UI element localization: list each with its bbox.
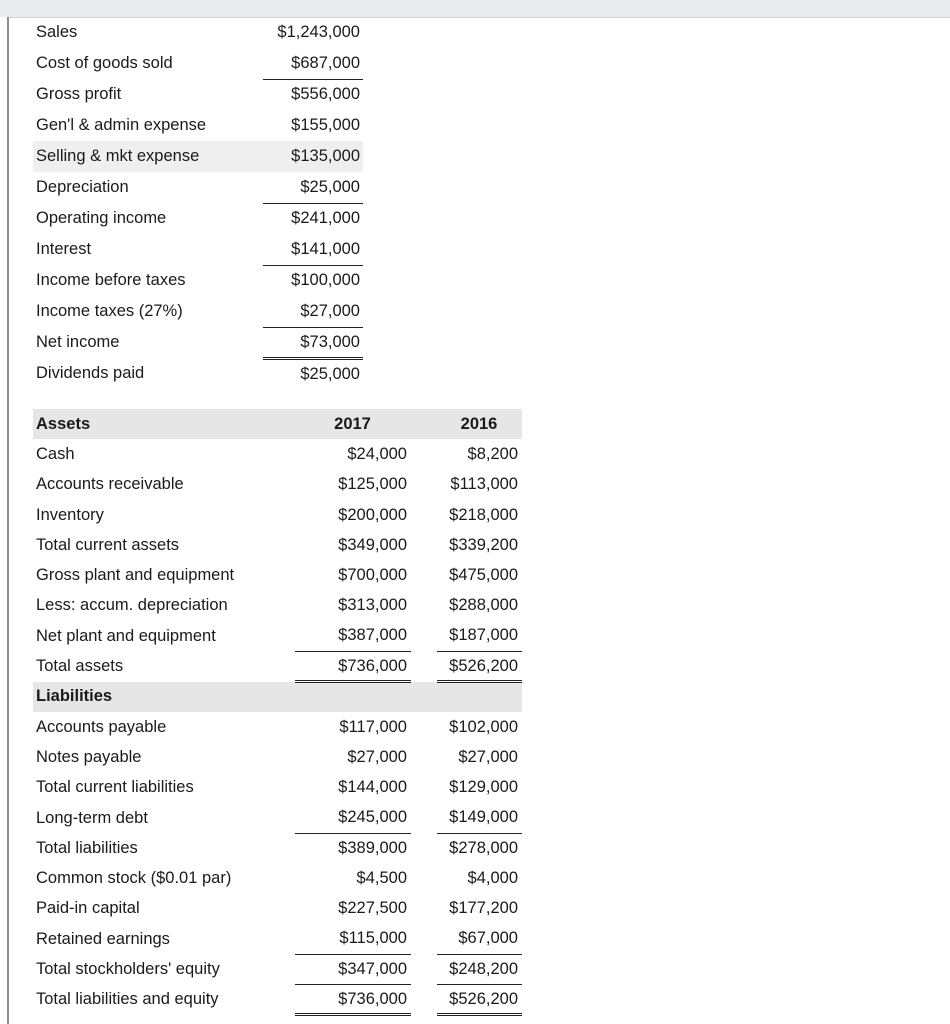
row-label: Accounts receivable (36, 475, 184, 494)
column-gap (411, 439, 437, 469)
table-header-row (33, 682, 522, 712)
column-gap (411, 803, 437, 833)
row-label: Total liabilities and equity (36, 990, 219, 1009)
row-label: Total liabilities (36, 838, 138, 857)
table-row (33, 500, 522, 530)
income-statement-table (33, 17, 363, 389)
column-gap (411, 409, 437, 439)
table-row (33, 651, 522, 681)
header-blank (411, 682, 437, 712)
row-label: Gross plant and equipment (36, 566, 235, 585)
row-value: $25,000 (263, 172, 363, 203)
value-2016: $113,000 (450, 475, 518, 494)
value-2017: $227,500 (338, 899, 407, 918)
table-row (33, 48, 363, 79)
balance-sheet-table (33, 409, 522, 1016)
row-label: Common stock ($0.01 par) (36, 869, 232, 888)
row-label: Cash (36, 444, 75, 463)
value-2017: $200,000 (338, 505, 407, 524)
liabilities-heading: Liabilities (33, 682, 295, 712)
value-2016: $288,000 (449, 596, 518, 615)
row-value: $556,000 (291, 85, 360, 104)
row-label: Accounts payable (36, 717, 167, 736)
value-2016: $248,200 (437, 954, 522, 984)
column-gap (411, 773, 437, 803)
table-row (33, 894, 522, 924)
column-gap (411, 954, 437, 984)
value-2016: $177,200 (449, 899, 518, 918)
table-row (33, 742, 522, 772)
table-row (33, 470, 522, 500)
column-gap (411, 621, 437, 651)
header-blank (295, 682, 411, 712)
value-2016: $187,000 (437, 621, 522, 651)
row-label: Interest (36, 240, 92, 258)
table-row (33, 924, 522, 954)
row-label: Depreciation (36, 178, 129, 196)
value-2017: $349,000 (338, 535, 407, 554)
row-label: Selling & mkt expense (33, 141, 263, 172)
table-row (33, 141, 363, 172)
row-label: Less: accum. depreciation (36, 596, 228, 615)
table-header-row (33, 409, 522, 439)
value-2017: $245,000 (295, 803, 411, 833)
row-value: $100,000 (291, 271, 360, 290)
table-row (33, 17, 363, 48)
table-row (33, 591, 522, 621)
table-row (33, 234, 363, 265)
column-gap (411, 712, 437, 742)
table-row (33, 803, 522, 833)
table-row (33, 773, 522, 803)
value-2016: $278,000 (449, 839, 518, 858)
assets-heading: Assets (33, 409, 295, 439)
value-2016: $27,000 (458, 747, 518, 766)
value-2016: $149,000 (437, 803, 522, 833)
row-label: Inventory (36, 505, 104, 524)
value-2016: $4,000 (467, 869, 518, 888)
value-2017: $313,000 (338, 596, 407, 615)
row-label: Notes payable (36, 747, 142, 766)
row-label: Paid-in capital (36, 899, 140, 918)
row-value: $687,000 (263, 48, 363, 79)
top-toolbar-band (0, 0, 950, 18)
column-gap (411, 530, 437, 560)
column-gap (411, 742, 437, 772)
column-gap (411, 591, 437, 621)
value-2017: $736,000 (295, 985, 411, 1015)
column-gap (411, 560, 437, 590)
row-label: Cost of goods sold (36, 54, 173, 72)
value-2016: $8,200 (467, 444, 518, 463)
value-2017: $347,000 (295, 954, 411, 984)
row-label: Net plant and equipment (36, 626, 216, 645)
value-2016: $526,200 (437, 985, 522, 1015)
table-row (33, 358, 363, 389)
row-label: Retained earnings (36, 929, 170, 948)
value-2016: $67,000 (437, 924, 522, 954)
row-label: Total assets (36, 657, 124, 676)
value-2017: $4,500 (356, 869, 407, 888)
row-value: $241,000 (291, 209, 360, 228)
row-label: Total current assets (36, 535, 180, 554)
row-label: Dividends paid (36, 364, 145, 382)
column-gap (411, 833, 437, 863)
table-row (33, 833, 522, 863)
row-value: $1,243,000 (277, 23, 360, 41)
value-2017: $117,000 (339, 717, 407, 736)
table-row (33, 712, 522, 742)
value-2016: $218,000 (449, 505, 518, 524)
column-gap (411, 500, 437, 530)
row-value: $27,000 (263, 296, 363, 327)
row-value: $155,000 (291, 116, 360, 134)
table-row (33, 954, 522, 984)
row-label: Operating income (36, 209, 167, 227)
table-row (33, 265, 363, 296)
column-gap (411, 651, 437, 681)
column-gap (411, 985, 437, 1015)
year-2017-header: 2017 (295, 409, 411, 439)
table-row (33, 110, 363, 141)
table-row (33, 530, 522, 560)
value-2017: $736,000 (295, 651, 411, 681)
value-2017: $389,000 (338, 839, 407, 858)
row-value: $73,000 (263, 327, 363, 358)
left-border (0, 17, 9, 1024)
table-row (33, 172, 363, 203)
row-label: Sales (36, 23, 78, 41)
value-2016: $526,200 (437, 651, 522, 681)
table-row (33, 621, 522, 651)
table-row (33, 327, 363, 358)
column-gap (411, 924, 437, 954)
value-2017: $115,000 (295, 924, 411, 954)
value-2016: $475,000 (449, 566, 518, 585)
table-row (33, 985, 522, 1015)
row-label: Total stockholders' equity (36, 959, 220, 978)
table-row (33, 296, 363, 327)
value-2017: $24,000 (347, 444, 407, 463)
row-label: Net income (36, 333, 120, 351)
row-label: Gen'l & admin expense (36, 116, 207, 134)
row-label: Total current liabilities (36, 778, 194, 797)
header-blank (437, 682, 522, 712)
column-gap (411, 470, 437, 500)
value-2016: $129,000 (449, 778, 518, 797)
table-row (33, 863, 522, 893)
row-value: $25,000 (300, 364, 360, 383)
table-row (33, 560, 522, 590)
column-gap (411, 863, 437, 893)
row-label: Long-term debt (36, 808, 148, 827)
row-label: Gross profit (36, 85, 122, 103)
table-row (33, 79, 363, 110)
value-2016: $102,000 (449, 717, 518, 736)
row-label: Income taxes (27%) (36, 302, 183, 320)
value-2017: $387,000 (295, 621, 411, 651)
row-value: $141,000 (263, 234, 363, 265)
value-2017: $27,000 (347, 747, 407, 766)
value-2017: $700,000 (338, 566, 407, 585)
year-2016-header: 2016 (437, 409, 522, 439)
table-row (33, 203, 363, 234)
value-2016: $339,200 (449, 535, 518, 554)
row-label: Income before taxes (36, 271, 186, 289)
value-2017: $144,000 (338, 778, 407, 797)
row-value: $135,000 (263, 141, 363, 172)
value-2017: $125,000 (338, 475, 407, 494)
column-gap (411, 894, 437, 924)
table-row (33, 439, 522, 469)
